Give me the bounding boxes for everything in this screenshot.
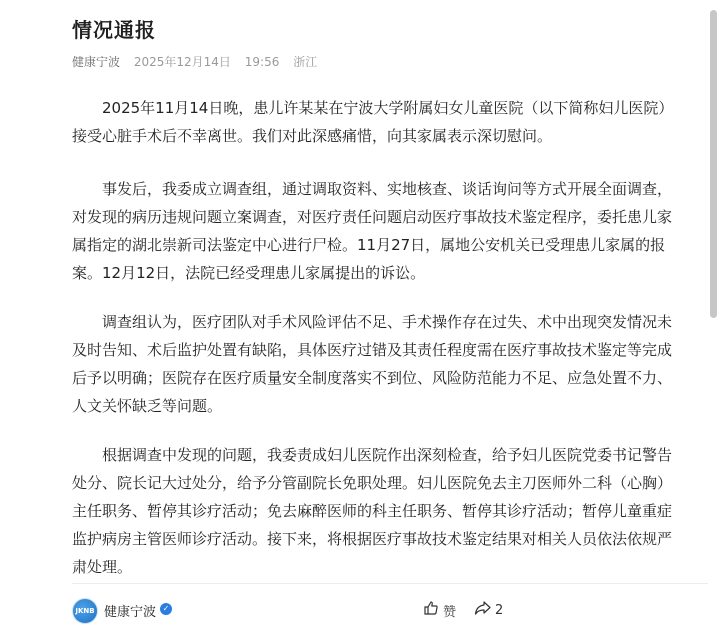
- publish-region: 浙江: [293, 55, 318, 69]
- footer-divider: [72, 583, 708, 584]
- article-meta: [72, 53, 327, 70]
- paragraph-3: 调查组认为，医疗团队对手术风险评估不足、手术操作存在过失、术中出现突发情况未及时告知、术后监护处置有缺陷，具体医疗过错及其责任程度需在医疗事故技术鉴定等完成后予以明确；医院存在医疗质量安全制度落实不到位、风险防范能力不足、应急处置不力、人文关怀缺乏等问题。: [72, 313, 673, 415]
- paragraph-4: 根据调查中发现的问题，我委责成妇儿医院作出深刻检查，给予妇儿医院党委书记警告处分、院长记大过处分，给予分管副院长免职处理。妇儿医院免去主刀医师外二科（心胸）主任职务、暂停其诊疗活动；免去麻醉医师的科主任职务、暂停其诊疗活动；暂停儿童重症监护病房主管医师诊疗活动。接下来，将根据医疗事故技术鉴定结果对相关人员依法依规严肃处理。: [72, 446, 673, 576]
- like-label: 赞: [443, 604, 457, 620]
- account-name[interactable]: 健康宁波: [104, 605, 157, 620]
- share-icon: [474, 600, 491, 620]
- article-container: [72, 0, 704, 640]
- account-avatar[interactable]: JKNB: [72, 598, 98, 624]
- share-button[interactable]: [474, 599, 503, 621]
- paragraph-1: 2025年11月14日晚，患儿许某某在宁波大学附属妇女儿童医院（以下简称妇儿医院）接受心脏手术后不幸离世。我们对此深感痛惜，向其家属表示深切慰问。: [72, 99, 674, 145]
- paragraph-2: 事发后，我委成立调查组，通过调取资料、实地核查、谈话询问等方式开展全面调查，对发现的病历违规问题立案调查，对医疗责任问题启动医疗事故技术鉴定程序，委托患儿家属指定的湖北崇新司法鉴定中心进行尸检。11月27日，属地公安机关已受理患儿家属的报案。12月12日，法院已经受理患儿家属提出的诉讼。: [72, 180, 673, 282]
- like-button[interactable]: [423, 599, 456, 621]
- author-name[interactable]: 健康宁波: [72, 55, 121, 69]
- article-title: 情况通报: [72, 18, 156, 42]
- share-count: 2: [495, 602, 504, 618]
- verified-badge-icon: ✓: [160, 603, 172, 615]
- article-footer: [72, 596, 708, 630]
- publish-time: 19:56: [244, 55, 280, 69]
- thumbs-up-icon: [423, 600, 439, 620]
- scrollbar-thumb[interactable]: [710, 10, 717, 318]
- publish-date: 2025年12月14日: [133, 55, 231, 69]
